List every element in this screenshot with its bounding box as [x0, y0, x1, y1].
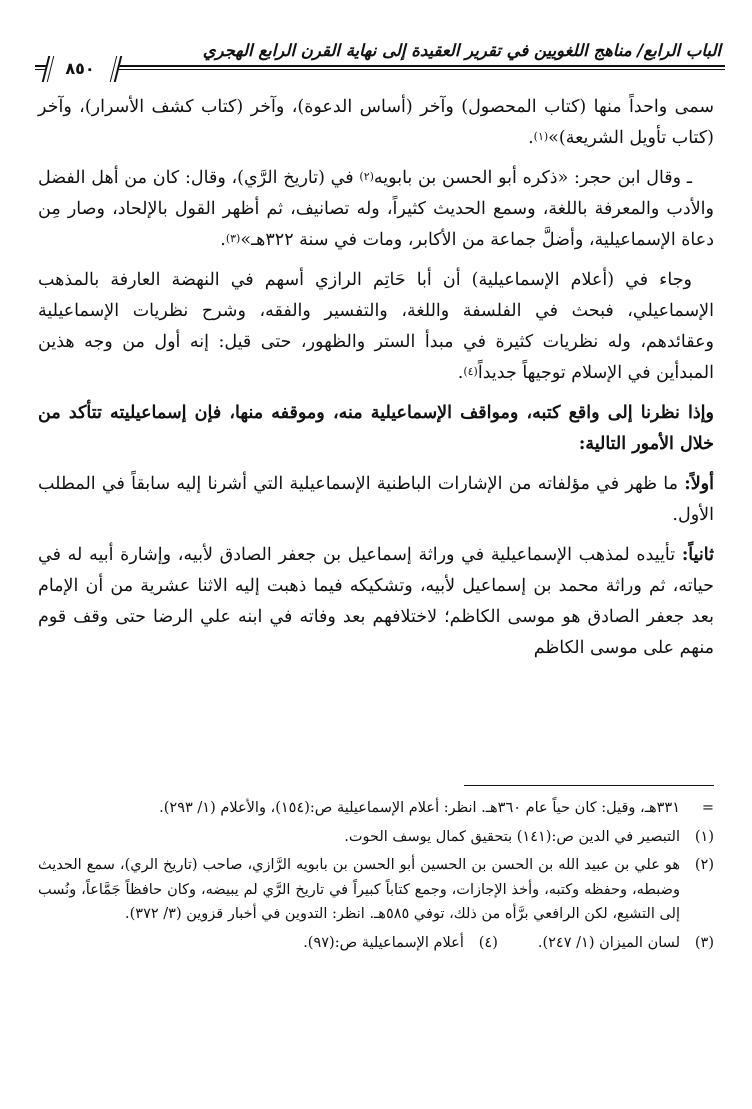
paragraph-1 [38, 92, 714, 154]
footnote-marker: = [701, 800, 714, 816]
paragraph-3-tail: . [457, 363, 464, 383]
footnote-2 [38, 853, 714, 927]
footnote-separator [464, 785, 714, 786]
point-1-label: أولاً: [684, 474, 714, 494]
paragraph-2 [38, 163, 714, 256]
footnote-marker: (٤) [478, 934, 498, 951]
footnote-continued [38, 796, 714, 821]
paragraph-5 [38, 469, 714, 531]
point-2-label: ثانياً: [681, 545, 714, 565]
footnote-marker: (٢) [694, 857, 714, 873]
paragraph-1-text: سمى واحداً منها (كتاب المحصول) وآخر (أساس الدعوة)، وآخر (كتاب كشف الأسرار)، وآخر (كتاب تأويل الشريعة)» [38, 97, 714, 148]
footnote-1 [38, 825, 714, 850]
point-1-text: ما ظهر في مؤلفاته من الإشارات الباطنية الإسماعيلية التي أشرنا إليه سابقاً في المطلب الأول. [38, 474, 714, 525]
paragraph-2-text-a: ـ وقال ابن حجر: «ذكره أبو الحسن بن بابويه [373, 168, 692, 188]
footnotes-3-4-row [38, 931, 714, 956]
footnote-ref-3[interactable]: (٣) [225, 232, 241, 245]
main-text [38, 92, 714, 673]
paragraph-4-bold [38, 398, 714, 460]
chapter-title: الباب الرابع/ مناهج اللغويين في تقرير العقيدة إلى نهاية القرن الرابع الهجري [202, 41, 721, 60]
paragraph-3 [38, 265, 714, 389]
paragraph-2-text-b: في (تاريخ الرَّي)، وقال: كان من أهل الفضل والأدب والمعرفة باللغة، وسمع الحديث كثيراً، وله تصانيف، ثم أظهر القول بالإلحاد، وصار مِن دعاة الإسماعيلية، وأضلَّ جماعة من الأكابر، ومات في سنة ٣٢٢هـ» [38, 168, 714, 250]
running-header [35, 38, 725, 84]
footnote-text: التبصير في الدين ص:(١٤١) بتحقيق كمال يوسف الحوت. [344, 828, 680, 845]
footnote-4-text: أعلام الإسماعيلية ص:(٩٧). [303, 934, 464, 951]
footnote-3-text: لسان الميزان (١/ ٢٤٧). [537, 934, 680, 951]
paragraph-6 [38, 540, 714, 664]
footnote-text: ٣٣١هـ، وقيل: كان حياً عام ٣٦٠هـ. انظر: أعلام الإسماعيلية ص:(١٥٤)، والأعلام (١/ ٢٩٣). [159, 800, 680, 816]
paragraph-1-tail: . [528, 128, 534, 148]
header-rule [35, 65, 725, 70]
footnote-marker: (١) [694, 828, 714, 845]
footnote-ref-4[interactable]: (٤) [463, 365, 478, 378]
footnote-text: هو علي بن عبيد الله بن الحسن بن الحسين أبو الحسن بن بابويه الرَّازي، صاحب (تاريخ الري)، سمع الحديث وضبطه، وحفظه وكتبه، وأخذ الإجازات، وجمع كتاباً كبيراً في تاريخ الرَّي لم يبيضه، وكان حافظاً جَمَّاعاً، ونُسب إلى التشيع، لكن الرافعي برَّأه من ذلك، توفي ٥٨٥هـ. انظر: التدوين في أخبار قزوين (٣/ ٣٧٢). [38, 857, 680, 922]
point-2-text: تأييده لمذهب الإسماعيلية في وراثة إسماعيل بن جعفر الصادق لأبيه، وإشارة أبيه له في حياته، ثم وراثة محمد بن إسماعيل لأبيه، وتشكيكه فيما ذهبت إليه الاثنا عشرية من أن الإمام بعد جعفر الصادق هو موسى الكاظم؛ لاختلافهم بعد وفاته في ابنه علي الرضا حتى وقف قوم منهم على موسى الكاظم [38, 545, 714, 658]
footnote-marker: (٣) [694, 934, 714, 951]
paragraph-4-text: وإذا نظرنا إلى واقع كتبه، ومواقف الإسماعيلية منه، وموقفه منها، فإن إسماعيليته تتأكد من خلال الأمور التالية: [38, 403, 714, 454]
footnote-ref-1[interactable]: (١) [533, 130, 549, 143]
footnote-ref-2[interactable]: (٢) [359, 170, 374, 183]
paragraph-2-tail: . [220, 230, 226, 250]
paragraph-3-text: وجاء في (أعلام الإسماعيلية) أن أبا حَاتِم الرازي أسهم في النهضة العارفة بالمذهب الإسماعيلي، فبحث في الفلسفة واللغة، والتفسير والفقه، وشرح نظريات الإسماعيلية وعقائدهم، وله نظريات كثيرة في مبدأ الستر والظهور، حتى قيل: إنه أول من وجه هذين المبدأين في الإسلام توجيهاً جديداً [38, 270, 714, 383]
footnotes [38, 796, 714, 959]
page-number: ٨٥٠ [65, 59, 95, 78]
